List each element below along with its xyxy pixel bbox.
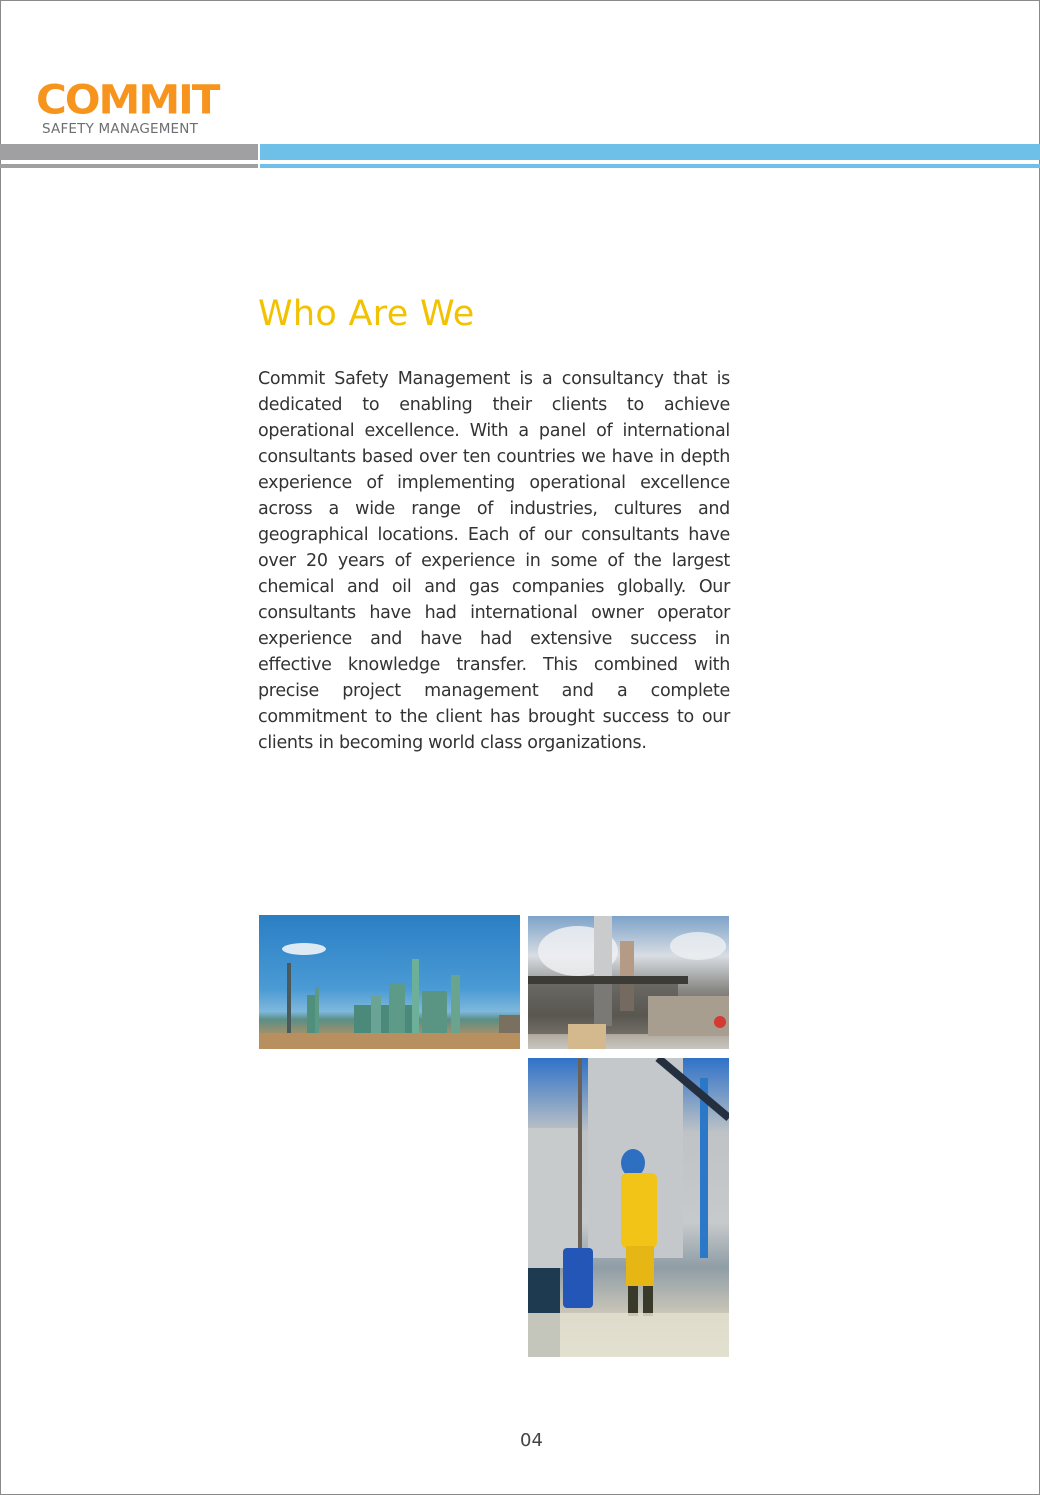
logo-wordmark: COMMIT [36, 76, 219, 123]
company-logo [36, 76, 236, 137]
photo-industrial-plant [528, 916, 729, 1049]
plant-illustration [528, 916, 729, 1049]
worker-illustration [528, 1058, 729, 1357]
header-bar-blue [260, 144, 1040, 160]
page-number: 04 [520, 1430, 543, 1451]
section-body: Commit Safety Management is a consultancy that is dedicated to enabling their clients to achieve operational excellence. With a panel of international consultants based over ten countries we have in depth experience of implementing operational excellence across a wide range of industries, cultures and geographical locations. Each of our consultants have over 20 years of experience in some of the largest chemical and oil and gas companies globally. Our consultants have had international owner operator experience and have had extensive success in effective knowledge transfer. This combined with precise project management and a complete commitment to the client has brought success to our clients in becoming world class organizations. [258, 369, 730, 753]
photo-refinery [259, 915, 520, 1049]
logo-tagline: SAFETY MANAGEMENT [42, 121, 199, 137]
refinery-illustration [259, 915, 520, 1049]
section-title: Who Are We [258, 294, 475, 334]
header-rule-grey [0, 164, 258, 168]
header-bar-grey [0, 144, 258, 160]
photo-safety-worker [528, 1058, 729, 1357]
header-rule-blue [260, 164, 1040, 168]
